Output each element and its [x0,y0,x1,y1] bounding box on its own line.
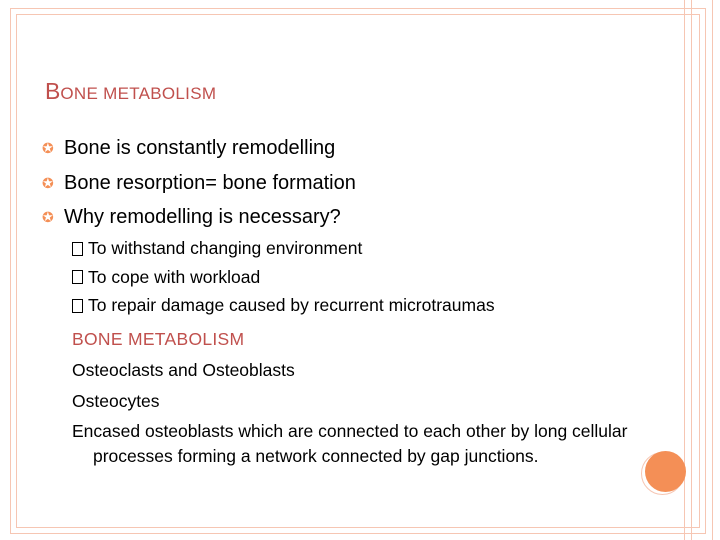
sub-bullet-list [72,234,495,320]
decorative-rule [691,0,692,540]
bullet-list [42,131,662,235]
body-text [72,326,632,474]
gear-icon: ✪ [42,174,54,191]
body-line: Osteoclasts and Osteoblasts [72,360,295,380]
bullet-item [42,166,662,201]
sub-bullet-item [72,291,495,320]
sub-bullet-text: To repair damage caused by recurrent microtraumas [88,295,495,315]
bullet-item [42,200,662,235]
bullet-text: Why remodelling is necessary? [64,206,341,228]
body-paragraph: Encased osteoblasts which are connected to each other by long cellular processes forming a network connected by gap junctions. [72,421,628,466]
section-heading: BONE METABOLISM [72,329,245,349]
slide-title [45,78,216,105]
decorative-rule [684,0,685,540]
decorative-circle-filled [645,451,686,492]
sub-bullet-item [72,234,495,263]
checkbox-icon [72,270,83,284]
bullet-text: Bone is constantly remodelling [64,137,336,159]
title-rest: ONE METABOLISM [60,84,217,103]
decorative-rule [712,0,713,540]
checkbox-icon [72,242,83,256]
checkbox-icon [72,299,83,313]
sub-bullet-item [72,263,495,292]
title-first-letter: B [45,78,61,104]
sub-bullet-text: To cope with workload [88,266,261,287]
bullet-text: Bone resorption= bone formation [64,171,356,194]
body-line: Osteocytes [72,391,160,411]
gear-icon: ✪ [42,209,54,225]
sub-bullet-text: To withstand changing environment [88,238,363,258]
bullet-item [42,131,662,166]
gear-icon: ✪ [42,140,54,156]
